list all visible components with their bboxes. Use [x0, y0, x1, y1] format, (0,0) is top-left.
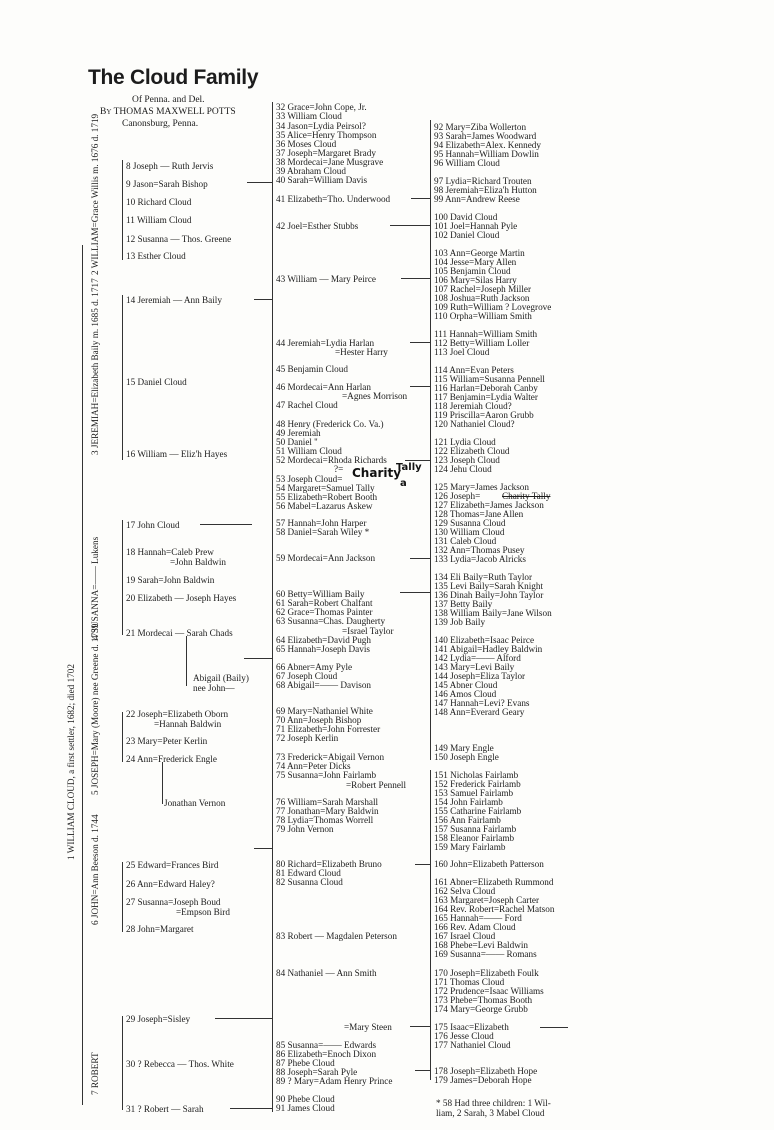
gen2-william: 2 WILLIAM=Grace Willis m. 1676 d. 1719	[90, 113, 100, 275]
entry-l155: 155 Catharine Fairlamb	[434, 806, 522, 816]
entry-fn2: liam, 2 Sarah, 3 Mabel Cloud	[436, 1108, 545, 1118]
entry-l114: 114 Ann=Evan Peters	[434, 365, 514, 375]
bracket-mordecai	[186, 636, 187, 686]
entry-l70: 70 Ann=Joseph Bishop	[276, 715, 362, 725]
entry-l179: 179 James=Deborah Hope	[434, 1075, 532, 1085]
entry-l143: 143 Mary=Levi Baily	[434, 662, 515, 672]
entry-l34: 34 Jason=Lydia Peirsol?	[276, 121, 366, 131]
entry-l174: 174 Mary=George Grubb	[434, 1004, 528, 1014]
entry-l99: 99 Ann=Andrew Reese	[434, 194, 520, 204]
subtitle-author: By THOMAS MAXWELL POTTS	[100, 107, 236, 117]
gen2-joseph: 5 JOSEPH=Mary (Moore) nee Greene d. 1739	[90, 623, 100, 795]
entry-l74: 74 Ann=Peter Dicks	[276, 761, 351, 771]
gen2-jeremiah: 3 JEREMIAH=Elizabeth Baily m. 1685 d. 1717	[90, 278, 100, 455]
entry-l42: 42 Joel=Esther Stubbs	[276, 221, 359, 231]
entry-l29: 29 Joseph=Sisley	[126, 1014, 191, 1024]
entry-l123: 123 Joseph Cloud	[434, 455, 500, 465]
entry-l160: 160 John=Elizabeth Patterson	[434, 859, 544, 869]
entry-l175: 175 Isaac=Elizabeth	[434, 1022, 509, 1032]
connector	[410, 342, 430, 343]
entry-l48: 48 Henry (Frederick Co. Va.)	[276, 419, 384, 429]
entry-l95: 95 Hannah=William Dowlin	[434, 149, 539, 159]
entry-l13: 13 Esther Cloud	[126, 251, 186, 261]
entry-l60: 60 Betty=William Baily	[276, 589, 365, 599]
entry-l10: 10 Richard Cloud	[126, 197, 192, 207]
entry-l128: 128 Thomas=Jane Allen	[434, 509, 524, 519]
entry-l87: 87 Phebe Cloud	[276, 1058, 335, 1068]
entry-l156: 156 Ann Fairlamb	[434, 815, 501, 825]
entry-l138: 138 William Baily=Jane Wilson	[434, 608, 552, 618]
entry-l163: 163 Margaret=Joseph Carter	[434, 895, 540, 905]
entry-l49: 49 Jeremiah	[276, 428, 321, 438]
entry-l30: 30 ? Rebecca — Thos. White	[126, 1059, 234, 1069]
entry-l119: 119 Priscilla=Aaron Grubb	[434, 410, 534, 420]
entry-l62: 62 Grace=Thomas Painter	[276, 607, 373, 617]
entry-l55: 55 Elizabeth=Robert Booth	[276, 492, 378, 502]
entry-l24: 24 Ann=Frederick Engle	[126, 754, 217, 764]
bracket-william	[122, 160, 123, 260]
entry-l157: 157 Susanna Fairlamb	[434, 824, 517, 834]
connector	[410, 558, 430, 559]
entry-l154: 154 John Fairlamb	[434, 797, 503, 807]
entry-l59: 59 Mordecai=Ann Jackson	[276, 553, 376, 563]
entry-labig2: nee John—	[193, 683, 235, 693]
entry-l173: 173 Phebe=Thomas Booth	[434, 995, 533, 1005]
entry-l84: 84 Nathaniel — Ann Smith	[276, 968, 377, 978]
entry-l28: 28 John=Margaret	[126, 924, 194, 934]
entry-l113: 113 Joel Cloud	[434, 347, 490, 357]
entry-l18: 18 Hannah=Caleb Prew	[126, 547, 214, 557]
gen5-bracket-top	[430, 120, 431, 440]
founder-bracket	[82, 245, 83, 1105]
entry-l146: 146 Amos Cloud	[434, 689, 497, 699]
entry-l176: 176 Jesse Cloud	[434, 1031, 494, 1041]
connector	[254, 299, 272, 300]
entry-l58: 58 Daniel=Sarah Wiley *	[276, 527, 370, 537]
entry-l91: 91 James Cloud	[276, 1103, 335, 1113]
entry-l71: 71 Elizabeth=John Forrester	[276, 724, 381, 734]
bracket-ann	[162, 762, 163, 804]
entry-l65: 65 Hannah=Joseph Davis	[276, 644, 370, 654]
entry-l56: 56 Mabel=Lazarus Askew	[276, 501, 373, 511]
entry-l104: 104 Jesse=Mary Allen	[434, 257, 517, 267]
entry-l135: 135 Levi Baily=Sarah Knight	[434, 581, 544, 591]
entry-l111: 111 Hannah=William Smith	[434, 329, 538, 339]
gen2-robert: 7 ROBERT	[90, 1052, 100, 1095]
entry-l161: 161 Abner=Elizabeth Rummond	[434, 877, 554, 887]
entry-l22: 22 Joseph=Elizabeth Oborn	[126, 709, 229, 719]
entry-l122: 122 Elizabeth Cloud	[434, 446, 510, 456]
entry-l96: 96 William Cloud	[434, 158, 500, 168]
entry-l127: 127 Elizabeth=James Jackson	[434, 500, 544, 510]
entry-l134: 134 Eli Baily=Ruth Taylor	[434, 572, 533, 582]
connector	[411, 198, 430, 199]
entry-l33: 33 William Cloud	[276, 111, 342, 121]
gen5-bracket-bottom	[430, 770, 431, 1080]
entry-l107: 107 Rachel=Joseph Miller	[434, 284, 532, 294]
entry-l162: 162 Selva Cloud	[434, 886, 496, 896]
entry-l41: 41 Elizabeth=Tho. Underwood	[276, 194, 391, 204]
entry-l131: 131 Caleb Cloud	[434, 536, 497, 546]
entry-l149: 149 Mary Engle	[434, 743, 494, 753]
entry-l64: 64 Elizabeth=David Pugh	[276, 635, 371, 645]
entry-l129: 129 Susanna Cloud	[434, 518, 506, 528]
entry-l115: 115 William=Susanna Pennell	[434, 374, 545, 384]
entry-l51: 51 William Cloud	[276, 446, 342, 456]
entry-l92: 92 Mary=Ziba Wollerton	[434, 122, 527, 132]
entry-l44b: =Hester Harry	[335, 347, 388, 357]
connector	[410, 386, 430, 387]
entry-l16: 16 William — Eliz'h Hayes	[126, 449, 228, 459]
entry-l12: 12 Susanna — Thos. Greene	[126, 234, 232, 244]
entry-l112: 112 Betty=William Loller	[434, 338, 530, 348]
entry-l14: 14 Jeremiah — Ann Baily	[126, 295, 222, 305]
entry-l101: 101 Joel=Hannah Pyle	[434, 221, 518, 231]
bracket-joseph	[122, 712, 123, 762]
connector	[540, 1027, 568, 1028]
entry-ljv: Jonathan Vernon	[164, 798, 226, 808]
entry-l106: 106 Mary=Silas Harry	[434, 275, 517, 285]
entry-l168: 168 Phebe=Levi Baldwin	[434, 940, 528, 950]
handwritten-charity: Charity	[352, 466, 402, 480]
entry-l126a: 126 Joseph=	[434, 491, 481, 501]
entry-l158: 158 Eleanor Fairlamb	[434, 833, 515, 843]
entry-l167: 167 Israel Cloud	[434, 931, 496, 941]
entry-l23: 23 Mary=Peter Kerlin	[126, 736, 208, 746]
entry-l39: 39 Abraham Cloud	[276, 166, 346, 176]
entry-labig: Abigail (Baily)	[193, 673, 249, 683]
entry-l36: 36 Moses Cloud	[276, 139, 337, 149]
entry-l178: 178 Joseph=Elizabeth Hope	[434, 1066, 538, 1076]
entry-l116: 116 Harlan=Deborah Canby	[434, 383, 538, 393]
entry-l94: 94 Elizabeth=Alex. Kennedy	[434, 140, 541, 150]
entry-l53: 53 Joseph Cloud=	[276, 474, 343, 484]
entry-l63: 63 Susanna=Chas. Daugherty	[276, 616, 386, 626]
entry-l150: 150 Joseph Engle	[434, 752, 499, 762]
entry-l72: 72 Joseph Kerlin	[276, 733, 339, 743]
bracket-john	[122, 862, 123, 932]
gen5-bracket-mid	[430, 440, 431, 760]
entry-l110: 110 Orpha=William Smith	[434, 311, 532, 321]
entry-l140: 140 Elizabeth=Isaac Peirce	[434, 635, 535, 645]
handwritten-a: a	[400, 478, 407, 489]
entry-l88: 88 Joseph=Sarah Pyle	[276, 1067, 358, 1077]
entry-l46: 46 Mordecai=Ann Harlan	[276, 382, 371, 392]
entry-l137: 137 Betty Baily	[434, 599, 493, 609]
connector	[400, 592, 430, 593]
entry-l68: 68 Abigail=—— Davison	[276, 680, 372, 690]
entry-l38: 38 Mordecai=Jane Musgrave	[276, 157, 384, 167]
connector	[244, 658, 272, 659]
entry-l125: 125 Mary=James Jackson	[434, 482, 529, 492]
entry-fn1: * 58 Had three children: 1 Wil-	[436, 1098, 551, 1108]
entry-l151: 151 Nicholas Fairlamb	[434, 770, 519, 780]
entry-l136: 136 Dinah Baily=John Taylor	[434, 590, 544, 600]
connector	[254, 848, 272, 849]
entry-l141: 141 Abigail=Hadley Baldwin	[434, 644, 543, 654]
entry-l22b: =Hannah Baldwin	[154, 719, 222, 729]
entry-l148: 148 Ann=Everard Geary	[434, 707, 525, 717]
entry-l121: 121 Lydia Cloud	[434, 437, 496, 447]
entry-l15: 15 Daniel Cloud	[126, 377, 187, 387]
entry-lms: =Mary Steen	[344, 1022, 392, 1032]
entry-l19: 19 Sarah=John Baldwin	[126, 575, 215, 585]
bracket-robert	[122, 1016, 123, 1110]
entry-l98: 98 Jeremiah=Eliza'h Hutton	[434, 185, 537, 195]
entry-l139: 139 Job Baily	[434, 617, 486, 627]
entry-l117: 117 Benjamin=Lydia Walter	[434, 392, 538, 402]
subtitle-region: Of Penna. and Del.	[132, 95, 205, 105]
entry-l73: 73 Frederick=Abigail Vernon	[276, 752, 385, 762]
entry-l124: 124 Jehu Cloud	[434, 464, 492, 474]
entry-l17: 17 John Cloud	[126, 520, 180, 530]
page-title: The Cloud Family	[88, 66, 259, 89]
entry-l26: 26 Ann=Edward Haley?	[126, 879, 215, 889]
entry-l83: 83 Robert — Magdalen Peterson	[276, 931, 397, 941]
entry-l118: 118 Jeremiah Cloud?	[434, 401, 512, 411]
entry-l120: 120 Nathaniel Cloud?	[434, 419, 515, 429]
entry-l47: 47 Rachel Cloud	[276, 400, 338, 410]
connector	[230, 1108, 272, 1109]
entry-l61: 61 Sarah=Robert Chalfant	[276, 598, 373, 608]
entry-l9: 9 Jason=Sarah Bishop	[126, 179, 208, 189]
handwritten-tally: Tally	[396, 462, 422, 473]
gen4-bracket	[272, 102, 273, 1112]
entry-l108: 108 Joshua=Ruth Jackson	[434, 293, 530, 303]
entry-l165: 165 Hannah=—— Ford	[434, 913, 522, 923]
entry-l153: 153 Samuel Fairlamb	[434, 788, 514, 798]
entry-l40: 40 Sarah=William Davis	[276, 175, 368, 185]
entry-l164: 164 Rev. Robert=Rachel Matson	[434, 904, 555, 914]
subtitle-place: Canonsburg, Penna.	[122, 119, 199, 129]
entry-l27: 27 Susanna=Joseph Boud	[126, 897, 221, 907]
entry-l57: 57 Hannah=John Harper	[276, 518, 367, 528]
entry-l144: 144 Joseph=Eliza Taylor	[434, 671, 526, 681]
entry-l133: 133 Lydia=Jacob Alricks	[434, 554, 526, 564]
entry-l82: 82 Susanna Cloud	[276, 877, 343, 887]
entry-l44: 44 Jeremiah=Lydia Harlan	[276, 338, 375, 348]
entry-l93: 93 Sarah=James Woodward	[434, 131, 537, 141]
entry-l147: 147 Hannah=Levi? Evans	[434, 698, 530, 708]
entry-l20: 20 Elizabeth — Joseph Hayes	[126, 593, 237, 603]
entry-l159: 159 Mary Fairlamb	[434, 842, 506, 852]
entry-l97: 97 Lydia=Richard Trouten	[434, 176, 532, 186]
entry-l66: 66 Abner=Amy Pyle	[276, 662, 353, 672]
gen2-susanna: 4 SUSANNA=—— Lukens	[90, 536, 100, 640]
entry-l109: 109 Ruth=William ? Lovegrove	[434, 302, 552, 312]
entry-l46b: =Agnes Morrison	[342, 391, 408, 401]
entry-l142: 142 Lydia=—— Alford	[434, 653, 521, 663]
entry-l69: 69 Mary=Nathaniel White	[276, 706, 373, 716]
entry-l37: 37 Joseph=Margaret Brady	[276, 148, 376, 158]
entry-l78: 78 Lydia=Thomas Worrell	[276, 815, 374, 825]
connector	[405, 460, 430, 461]
bracket-susanna	[122, 520, 123, 635]
entry-l86: 86 Elizabeth=Enoch Dixon	[276, 1049, 377, 1059]
entry-l105: 105 Benjamin Cloud	[434, 266, 511, 276]
entry-l152: 152 Frederick Fairlamb	[434, 779, 521, 789]
entry-l172: 172 Prudence=Isaac Williams	[434, 986, 544, 996]
connector	[415, 1070, 430, 1071]
entry-l132: 132 Ann=Thomas Pusey	[434, 545, 525, 555]
entry-l170: 170 Joseph=Elizabeth Foulk	[434, 968, 539, 978]
entry-l80: 80 Richard=Elizabeth Bruno	[276, 859, 382, 869]
entry-l77: 77 Jonathan=Mary Baldwin	[276, 806, 379, 816]
entry-l45: 45 Benjamin Cloud	[276, 364, 348, 374]
entry-l8: 8 Joseph — Ruth Jervis	[126, 161, 214, 171]
entry-l67: 67 Joseph Cloud	[276, 671, 338, 681]
entry-l18b: =John Baldwin	[170, 557, 226, 567]
entry-l177: 177 Nathaniel Cloud	[434, 1040, 511, 1050]
entry-l75b: =Robert Pennell	[346, 780, 407, 790]
entry-l166: 166 Rev. Adam Cloud	[434, 922, 516, 932]
connector	[247, 182, 272, 183]
entry-l79: 79 John Vernon	[276, 824, 334, 834]
connector	[415, 864, 430, 865]
connector	[410, 1026, 430, 1027]
entry-l43: 43 William — Mary Peirce	[276, 274, 376, 284]
entry-l31: 31 ? Robert — Sarah	[126, 1104, 204, 1114]
entry-l52b: ?=	[334, 464, 344, 474]
entry-l85: 85 Susanna=—— Edwards	[276, 1040, 377, 1050]
entry-l76: 76 William=Sarah Marshall	[276, 797, 379, 807]
entry-l81: 81 Edward Cloud	[276, 868, 341, 878]
entry-l100: 100 David Cloud	[434, 212, 498, 222]
entry-l35: 35 Alice=Henry Thompson	[276, 130, 377, 140]
entry-l145: 145 Abner Cloud	[434, 680, 498, 690]
entry-l103: 103 Ann=George Martin	[434, 248, 525, 258]
entry-l63b: =Israel Taylor	[342, 626, 394, 636]
entry-l52: 52 Mordecai=Rhoda Richards	[276, 455, 387, 465]
entry-l54: 54 Margaret=Samuel Tally	[276, 483, 375, 493]
entry-l126b: Charity Tally	[502, 491, 551, 501]
entry-l130: 130 William Cloud	[434, 527, 505, 537]
entry-l50: 50 Daniel ''	[276, 437, 318, 447]
gen2-john: 6 JOHN=Ann Beeson d. 1744	[90, 814, 100, 925]
connector	[200, 524, 252, 525]
entry-l169: 169 Susanna=—— Romans	[434, 949, 537, 959]
founder-label: 1 WILLIAM CLOUD, a first settler, 1682; died 1702	[66, 664, 76, 860]
entry-l75: 75 Susanna=John Fairlamb	[276, 770, 377, 780]
entry-l32: 32 Grace=John Cope, Jr.	[276, 102, 367, 112]
entry-l11: 11 William Cloud	[126, 215, 192, 225]
entry-l171: 171 Thomas Cloud	[434, 977, 505, 987]
connector	[215, 1018, 272, 1019]
entry-l21: 21 Mordecai — Sarah Chads	[126, 628, 233, 638]
bracket-jeremiah	[122, 295, 123, 460]
entry-l90: 90 Phebe Cloud	[276, 1094, 335, 1104]
entry-l25: 25 Edward=Frances Bird	[126, 860, 219, 870]
connector	[390, 225, 430, 226]
connector	[401, 278, 430, 279]
entry-l102: 102 Daniel Cloud	[434, 230, 500, 240]
entry-l27b: =Empson Bird	[176, 907, 230, 917]
entry-l89: 89 ? Mary=Adam Henry Prince	[276, 1076, 393, 1086]
